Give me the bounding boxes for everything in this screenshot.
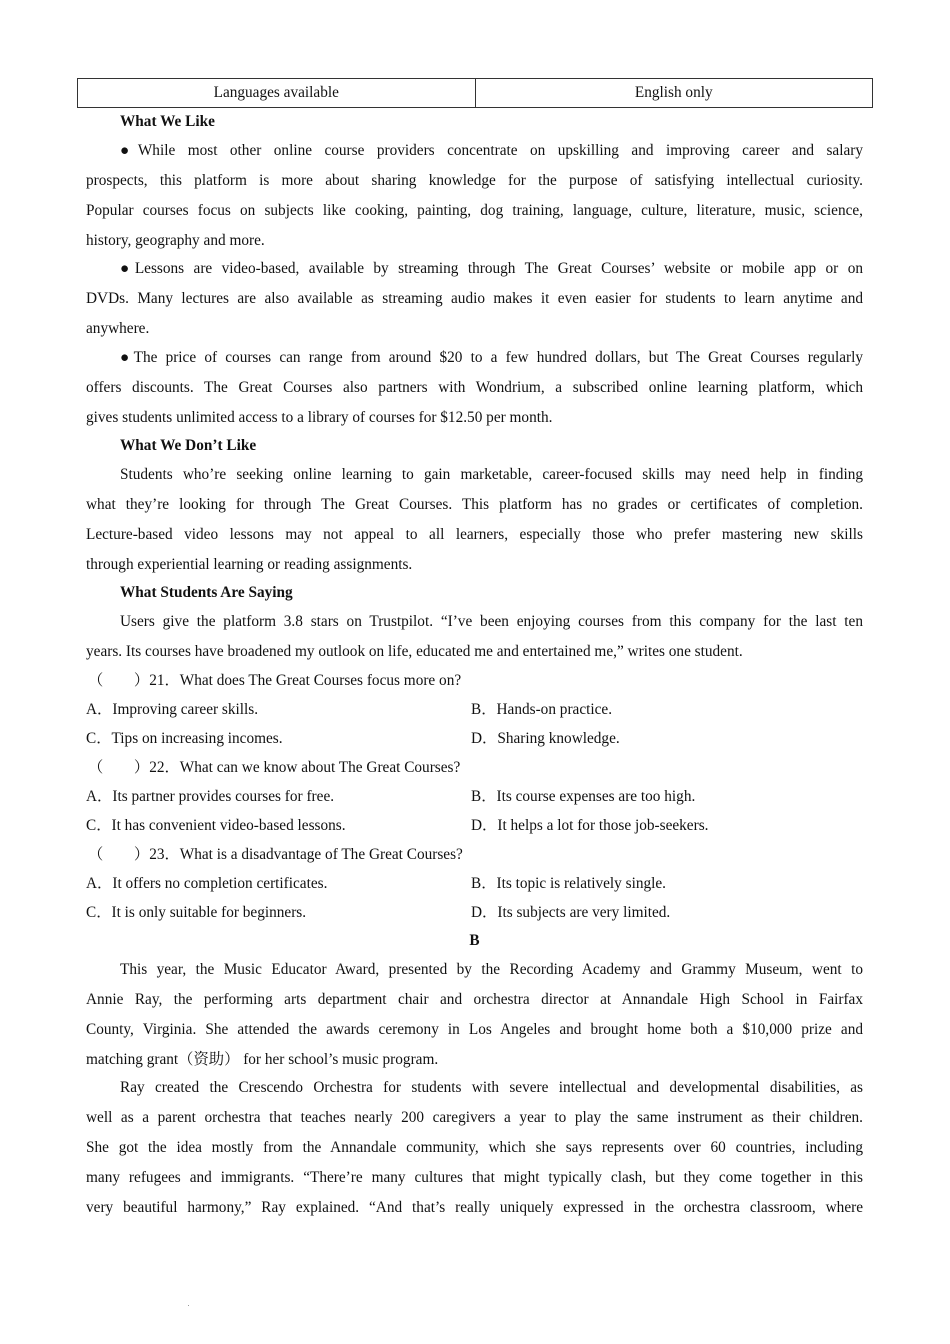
text-line: very beautiful harmony,” Ray explained. “And that’s really uniquely expressed in the orchestra classroom, where <box>86 1199 863 1216</box>
text-line: ●While most other online course providers concentrate on upskilling and improving career and salary <box>120 142 863 159</box>
text-line: ●Lessons are video-based, available by streaming through The Great Courses’ website or mobile app or on <box>120 260 863 277</box>
heading-what-we-dont-like: What We Don’t Like <box>120 437 257 454</box>
question-21-stem: （ ）21．What does The Great Courses focus more on? <box>88 672 462 689</box>
question-21-option-d: D．Sharing knowledge. <box>471 730 620 747</box>
text-line: gives students unlimited access to a library of courses for $12.50 per month. <box>86 409 553 426</box>
table-cell-label: Languages available <box>78 79 476 108</box>
text-line: offers discounts. The Great Courses also partners with Wondrium, a subscribed online learning platform, which <box>86 379 863 396</box>
question-21-option-c: C．Tips on increasing incomes. <box>86 730 283 747</box>
section-b-heading: B <box>469 932 480 949</box>
table-row <box>78 79 873 108</box>
text-line: She got the idea mostly from the Annandale community, which she says represents over 60 countries, including <box>86 1139 863 1156</box>
question-23-option-c: C．It is only suitable for beginners. <box>86 904 307 921</box>
heading-what-students-are-saying: What Students Are Saying <box>120 584 293 601</box>
text-line: prospects, this platform is more about sharing knowledge for the purpose of satisfying intellectual curiosity. <box>86 172 863 189</box>
question-23-option-d: D．Its subjects are very limited. <box>471 904 671 921</box>
text-line: Annie Ray, the performing arts department chair and orchestra director at Annandale High School in Fairfax <box>86 991 863 1008</box>
heading-what-we-like: What We Like <box>120 113 215 130</box>
question-23-option-b: B．Its topic is relatively single. <box>471 875 667 892</box>
text-line: what they’re looking for through The Great Courses. This platform has no grades or certificates of completion. <box>86 496 863 513</box>
question-23-stem: （ ）23．What is a disadvantage of The Great Courses? <box>88 846 463 863</box>
question-22-option-a: A．Its partner provides courses for free. <box>86 788 335 805</box>
text-line: This year, the Music Educator Award, presented by the Recording Academy and Grammy Museum, went to <box>120 961 863 978</box>
text-line: years. Its courses have broadened my outlook on life, educated me and entertained me,” writes one student. <box>86 643 743 660</box>
text-line: matching grant（资助） for her school’s music program. <box>86 1051 439 1068</box>
text-line: DVDs. Many lectures are also available as streaming audio makes it even easier for students to learn anytime and <box>86 290 863 307</box>
question-21-option-b: B．Hands-on practice. <box>471 701 613 718</box>
question-22-stem: （ ）22．What can we know about The Great Courses? <box>88 759 461 776</box>
info-table <box>77 78 873 108</box>
text-line: Ray created the Crescendo Orchestra for students with severe intellectual and developmental disabilities, as <box>120 1079 863 1096</box>
question-22-option-b: B．Its course expenses are too high. <box>471 788 696 805</box>
text-line: ●The price of courses can range from around $20 to a few hundred dollars, but The Great Courses regularly <box>120 349 863 366</box>
text-line: anywhere. <box>86 320 150 337</box>
text-line: Popular courses focus on subjects like cooking, painting, dog training, language, culture, literature, music, science, <box>86 202 863 219</box>
text-line: history, geography and more. <box>86 232 265 249</box>
table-cell-value: English only <box>475 79 873 108</box>
text-line: well as a parent orchestra that teaches nearly 200 caregivers a year to play the same instrument as their children. <box>86 1109 863 1126</box>
text-line: Students who’re seeking online learning to gain marketable, career-focused skills may need help in finding <box>120 466 863 483</box>
page-artifact-dot <box>188 1305 189 1306</box>
text-line: many refugees and immigrants. “There’re many cultures that might typically clash, but they come together in this <box>86 1169 863 1186</box>
question-22-option-d: D．It helps a lot for those job-seekers. <box>471 817 709 834</box>
text-line: Users give the platform 3.8 stars on Trustpilot. “I’ve been enjoying courses from this company for the last ten <box>120 613 863 630</box>
question-23-option-a: A．It offers no completion certificates. <box>86 875 328 892</box>
text-line: County, Virginia. She attended the awards ceremony in Los Angeles and brought home both a $10,000 prize and <box>86 1021 863 1038</box>
text-line: Lecture-based video lessons may not appeal to all learners, especially those who prefer mastering new skills <box>86 526 863 543</box>
question-22-option-c: C．It has convenient video-based lessons. <box>86 817 346 834</box>
question-21-option-a: A．Improving career skills. <box>86 701 259 718</box>
text-line: through experiential learning or reading assignments. <box>86 556 413 573</box>
